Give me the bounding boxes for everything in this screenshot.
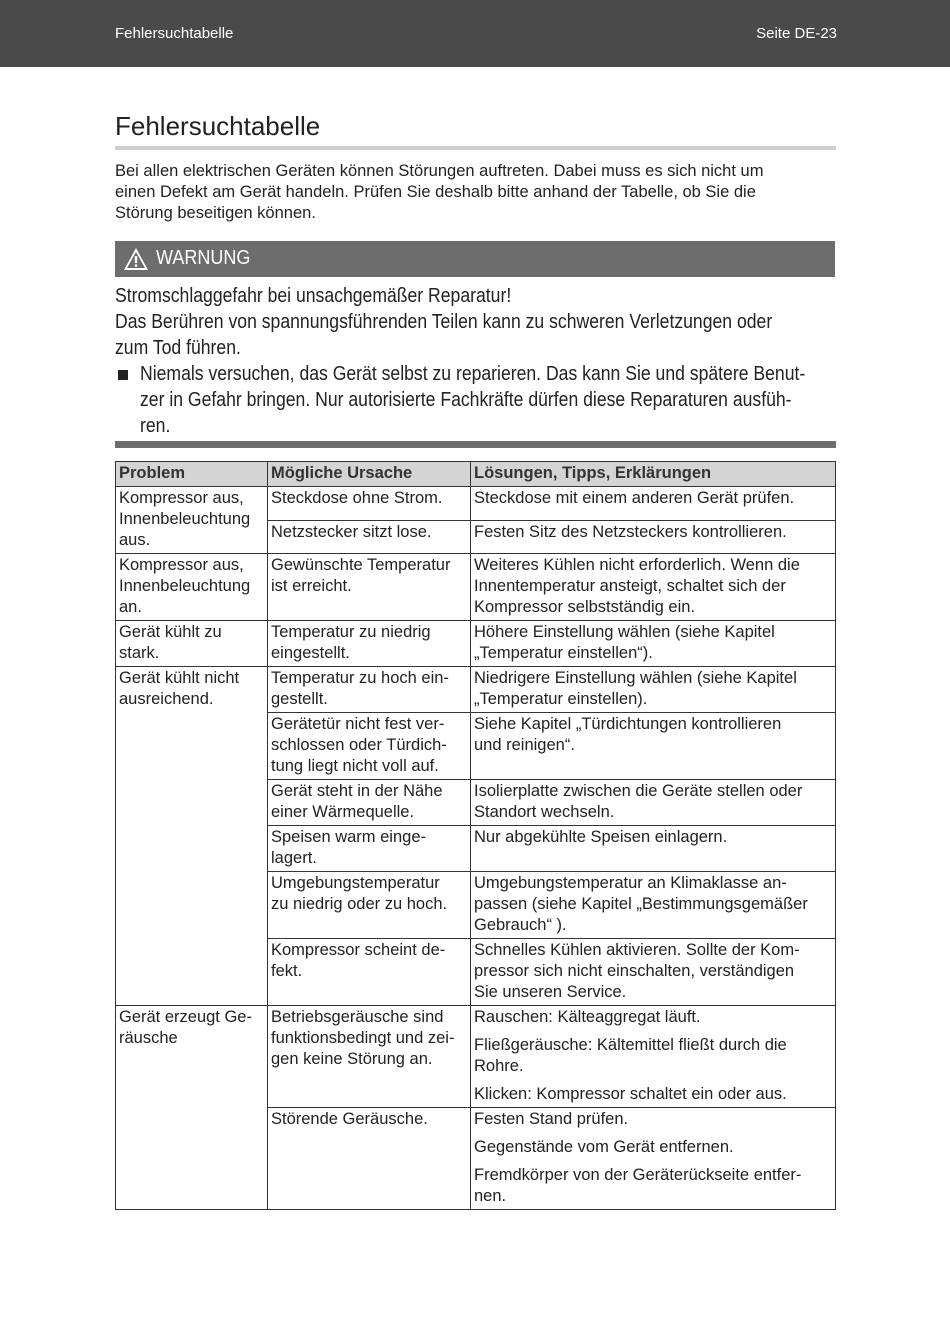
solution-cell: [471, 520, 836, 554]
cause-line: Speisen warm einge-: [271, 828, 426, 846]
cause-cell: [268, 487, 471, 521]
solution-paragraph: [474, 488, 832, 509]
solution-paragraph: [474, 622, 832, 664]
solution-paragraph: [474, 1007, 832, 1028]
problem-cell: [116, 554, 268, 621]
cause-line: Steckdose ohne Strom.: [271, 489, 443, 507]
table-body: [116, 487, 836, 1210]
warning-banner: [115, 241, 835, 277]
solution-paragraph: [474, 781, 832, 823]
problem-cell: [116, 621, 268, 667]
cause-cell: [268, 667, 471, 713]
cause-line: Störende Geräusche.: [271, 1110, 428, 1128]
solution-cell: [471, 554, 836, 621]
solution-line: Schnelles Kühlen aktivieren. Sollte der Kom-: [474, 941, 800, 959]
solution-paragraph: [474, 668, 832, 710]
solution-paragraph: [474, 522, 832, 543]
solution-line: „Temperatur einstellen“).: [474, 644, 653, 662]
solution-line: Rauschen: Kälteaggregat läuft.: [474, 1008, 701, 1026]
problem-line: Innenbeleuchtung: [119, 577, 251, 595]
warning-line: zum Tod führen.: [115, 337, 241, 359]
solution-paragraph: [474, 940, 832, 1003]
cause-line: gestellt.: [271, 690, 328, 708]
solution-line: pressor sich nicht einschalten, verständigen: [474, 962, 795, 980]
solution-line: nen.: [474, 1187, 507, 1205]
intro-line: einen Defekt am Gerät handeln. Prüfen Sie deshalb bitte anhand der Tabelle, ob Sie die: [115, 183, 756, 201]
cause-cell: [268, 621, 471, 667]
solution-line: Weiteres Kühlen nicht erforderlich. Wenn die: [474, 556, 800, 574]
solution-line: Festen Stand prüfen.: [474, 1110, 629, 1128]
problem-line: Gerät erzeugt Ge-: [119, 1008, 252, 1026]
solution-line: Standort wechseln.: [474, 803, 615, 821]
cause-cell: [268, 520, 471, 554]
page-title: Fehlersuchtabelle: [115, 111, 321, 141]
cause-cell: [268, 554, 471, 621]
table-row: [116, 554, 836, 621]
solution-paragraph: [474, 1165, 832, 1207]
problem-line: stark.: [119, 644, 160, 662]
problem-line: Kompressor aus,: [119, 556, 244, 574]
solution-line: Fremdkörper von der Geräterückseite entfer-: [474, 1166, 802, 1184]
solution-line: Siehe Kapitel „Türdichtungen kontrollieren: [474, 715, 782, 733]
solution-cell: [471, 667, 836, 713]
warning-bullet-text: [140, 361, 835, 439]
problem-cell: [116, 1006, 268, 1210]
problem-line: Gerät kühlt nicht: [119, 669, 240, 687]
warning-line: Das Berühren von spannungsführenden Teilen kann zu schweren Verletzungen oder: [115, 311, 773, 333]
solution-line: Höhere Einstellung wählen (siehe Kapitel: [474, 623, 775, 641]
problem-line: aus.: [119, 531, 151, 549]
solution-paragraph: [474, 1137, 832, 1158]
page-header-bar: [0, 0, 950, 67]
bullet-line: ren.: [140, 415, 171, 437]
solution-line: passen (siehe Kapitel „Bestimmungsgemäßer: [474, 895, 808, 913]
bullet-line: zer in Gefahr bringen. Nur autorisierte Fachkräfte dürfen diese Reparaturen ausfüh-: [140, 389, 792, 411]
bullet-square-icon: [118, 370, 128, 380]
table-row: [116, 487, 836, 521]
table-row: [116, 1006, 836, 1108]
cause-line: eingestellt.: [271, 644, 350, 662]
title-divider: [115, 146, 836, 150]
problem-cell: [116, 487, 268, 554]
cause-line: tung liegt nicht voll auf.: [271, 757, 439, 775]
cause-line: lagert.: [271, 849, 317, 867]
solution-paragraph: [474, 1109, 832, 1130]
problem-cell: [116, 667, 268, 1006]
solution-cell: [471, 939, 836, 1006]
solution-cell: [471, 1006, 836, 1108]
cause-cell: [268, 826, 471, 872]
table-row: [116, 667, 836, 713]
cause-cell: [268, 713, 471, 780]
solution-cell: [471, 1108, 836, 1210]
cause-line: Netzstecker sitzt lose.: [271, 522, 432, 541]
cause-line: Temperatur zu hoch ein-: [271, 669, 449, 687]
warning-bottom-rule: [115, 441, 836, 448]
solution-line: „Temperatur einstellen).: [474, 690, 648, 708]
cause-line: fekt.: [271, 962, 303, 980]
solution-cell: [471, 713, 836, 780]
solution-paragraph: [474, 714, 832, 756]
solution-paragraph: [474, 555, 832, 618]
cause-line: Umgebungstemperatur: [271, 874, 440, 892]
solution-line: Nur abgekühlte Speisen einlagern.: [474, 828, 728, 846]
intro-line: Bei allen elektrischen Geräten können Störungen auftreten. Dabei muss es sich nicht um: [115, 162, 764, 180]
solution-paragraph: [474, 1084, 832, 1105]
cause-line: einer Wärmequelle.: [271, 803, 415, 821]
cause-line: Gerätetür nicht fest ver-: [271, 715, 445, 733]
cause-line: ist erreicht.: [271, 577, 352, 595]
header-solutions: Lösungen, Tipps, Erklärungen: [471, 462, 836, 487]
solution-paragraph: [474, 873, 832, 936]
solution-line: Umgebungstemperatur an Klimaklasse an-: [474, 874, 787, 892]
warning-label: WARNUNG: [156, 247, 251, 269]
solution-line: Kompressor selbstständig ein.: [474, 598, 696, 616]
cause-line: Kompressor scheint de-: [271, 941, 446, 959]
table-header-row: [116, 462, 836, 487]
solution-line: Sie unseren Service.: [474, 983, 627, 1001]
solution-cell: [471, 780, 836, 826]
cause-line: schlossen oder Türdich-: [271, 736, 447, 754]
intro-paragraph: [115, 161, 835, 224]
intro-line: Störung beseitigen können.: [115, 204, 316, 222]
solution-cell: [471, 872, 836, 939]
solution-line: Rohre.: [474, 1057, 524, 1075]
problem-line: Innenbeleuchtung: [119, 510, 251, 528]
solution-line: Isolierplatte zwischen die Geräte stellen oder: [474, 782, 803, 800]
cause-cell: [268, 939, 471, 1006]
problem-line: Kompressor aus,: [119, 489, 244, 507]
warning-line: Stromschlaggefahr bei unsachgemäßer Reparatur!: [115, 285, 512, 307]
header-cause: Mögliche Ursache: [268, 462, 471, 487]
cause-line: gen keine Störung an.: [271, 1050, 433, 1068]
cause-line: Gewünschte Temperatur: [271, 556, 451, 574]
header-section-title: Fehlersuchtabelle: [115, 25, 234, 42]
warning-text: [115, 283, 835, 361]
cause-line: Betriebsgeräusche sind: [271, 1008, 444, 1026]
header-page-number: Seite DE-23: [756, 25, 837, 42]
troubleshooting-table: [115, 461, 836, 1210]
header-problem: Problem: [116, 462, 268, 487]
solution-line: Gegenstände vom Gerät entfernen.: [474, 1138, 734, 1156]
warning-triangle-icon: [123, 247, 149, 271]
table-row: [116, 621, 836, 667]
solution-line: Steckdose mit einem anderen Gerät prüfen.: [474, 489, 795, 507]
cause-line: Gerät steht in der Nähe: [271, 782, 443, 800]
cause-line: funktionsbedingt und zei-: [271, 1029, 455, 1047]
solution-paragraph: [474, 1035, 832, 1077]
solution-line: Fließgeräusche: Kältemittel fließt durch die: [474, 1036, 787, 1054]
problem-line: räusche: [119, 1029, 178, 1047]
solution-line: und reinigen“.: [474, 736, 575, 754]
solution-paragraph: [474, 827, 832, 848]
problem-line: Gerät kühlt zu: [119, 623, 222, 641]
cause-line: Temperatur zu niedrig: [271, 623, 431, 641]
cause-cell: [268, 872, 471, 939]
solution-line: Gebrauch“ ).: [474, 916, 567, 934]
problem-line: ausreichend.: [119, 690, 214, 708]
problem-line: an.: [119, 598, 142, 616]
cause-cell: [268, 1108, 471, 1210]
solution-cell: [471, 826, 836, 872]
solution-cell: [471, 621, 836, 667]
cause-cell: [268, 780, 471, 826]
solution-line: Festen Sitz des Netzsteckers kontrollieren.: [474, 522, 787, 541]
solution-cell: [471, 487, 836, 521]
bullet-line: Niemals versuchen, das Gerät selbst zu reparieren. Das kann Sie und spätere Benut-: [140, 363, 806, 385]
solution-line: Innentemperatur ansteigt, schaltet sich der: [474, 577, 786, 595]
solution-line: Klicken: Kompressor schaltet ein oder aus.: [474, 1085, 787, 1103]
cause-cell: [268, 1006, 471, 1108]
cause-line: zu niedrig oder zu hoch.: [271, 895, 448, 913]
solution-line: Niedrigere Einstellung wählen (siehe Kapitel: [474, 669, 797, 687]
